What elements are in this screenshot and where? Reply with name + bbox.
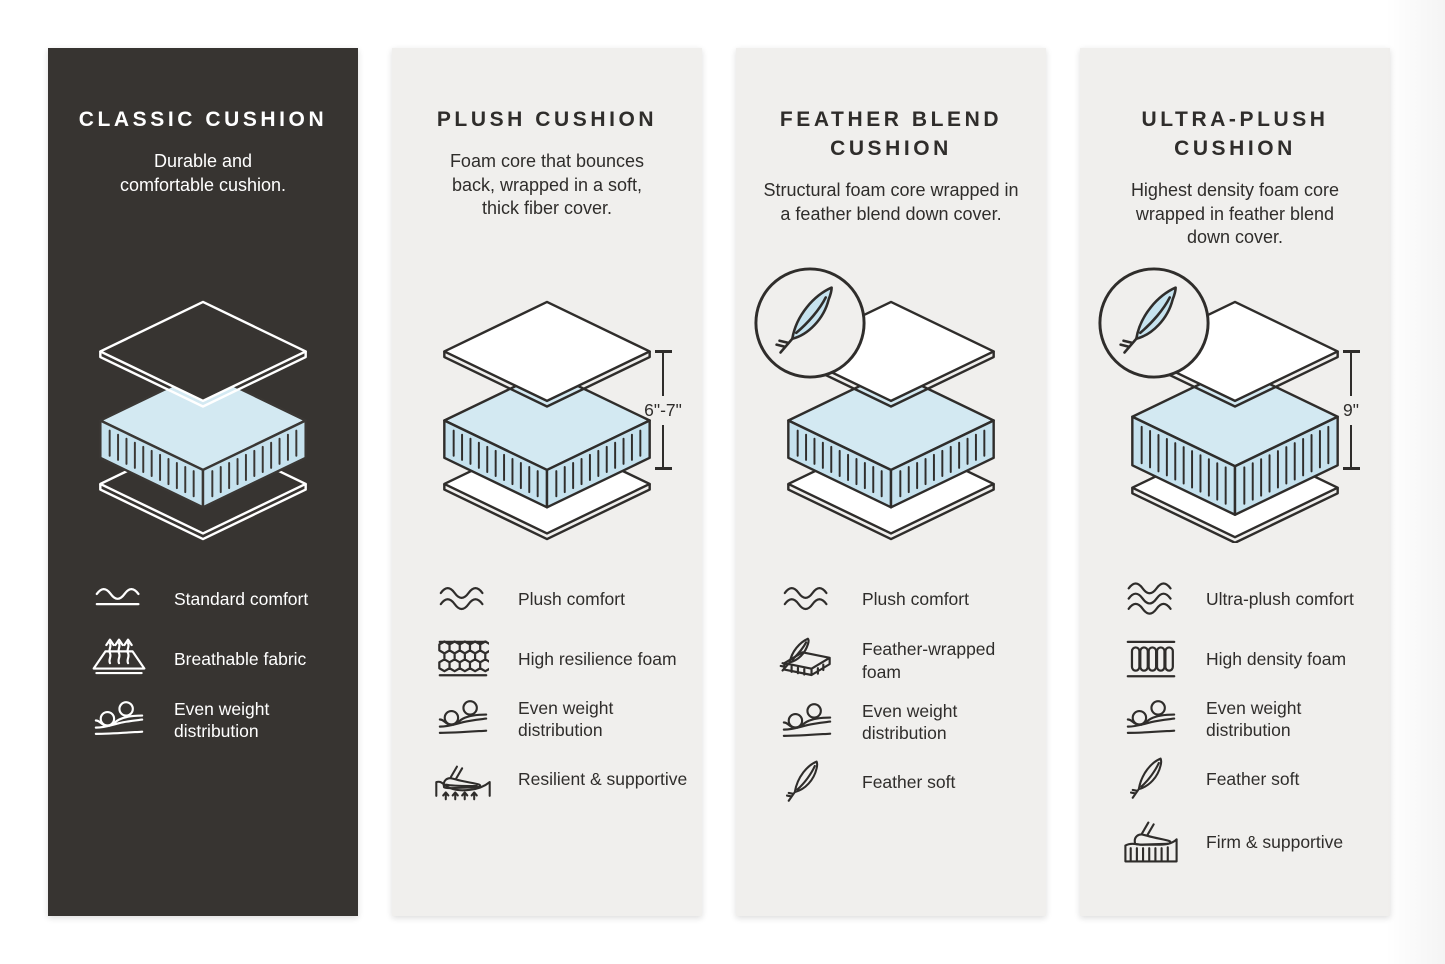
- cushion-layers-graphic: [435, 298, 659, 543]
- feature-list: [88, 576, 346, 757]
- panel-description-line: back, wrapped in a soft,: [451, 174, 643, 195]
- panel-description: [58, 150, 348, 198]
- panel-description-line: wrapped in feather blend: [1135, 203, 1335, 224]
- panel-description-line: Durable and: [153, 150, 253, 171]
- cushion-layers-graphic: [91, 298, 315, 543]
- wave-single-icon: [88, 581, 150, 618]
- honeycomb-foam-icon: [432, 639, 494, 680]
- feature-item: [1120, 636, 1378, 682]
- panel-title: [1102, 106, 1368, 164]
- breathable-fabric-icon: [88, 636, 150, 683]
- feature-label: High density foam: [1206, 648, 1347, 669]
- cushion-illustration: [779, 298, 1003, 543]
- cushion-illustration: [91, 298, 315, 543]
- feature-item: [1120, 696, 1378, 742]
- feature-label: Even weight distribution: [174, 698, 270, 741]
- measurement-line: [662, 353, 665, 396]
- feature-list: [776, 576, 1034, 820]
- panel-description-line: thick fiber cover.: [481, 198, 613, 219]
- feature-item: [432, 696, 690, 742]
- feature-item: [432, 636, 690, 682]
- feature-list: [432, 576, 690, 817]
- measurement-cap-bottom: [655, 467, 672, 470]
- panel-description: [402, 150, 692, 221]
- panel-title-line: ULTRA-PLUSH: [1141, 108, 1329, 131]
- feature-item: [432, 756, 690, 803]
- feature-label: Feather-wrapped foam: [862, 639, 996, 682]
- feature-item: [88, 697, 346, 743]
- panel-title-line: CUSHION: [1174, 136, 1296, 160]
- panel-plush-cushion: [392, 48, 702, 916]
- feature-item: [432, 576, 690, 622]
- feature-item: [1120, 576, 1378, 622]
- feature-label: Feather soft: [1206, 769, 1300, 790]
- panel-description-line: Structural foam core wrapped in: [763, 179, 1019, 200]
- height-measurement: [1323, 350, 1379, 470]
- feature-item: [776, 576, 1034, 622]
- feature-label: Ultra-plush comfort: [1206, 588, 1354, 609]
- panel-row: [48, 48, 1390, 916]
- panel-description-line: comfortable cushion.: [119, 174, 287, 195]
- measurement-line: [662, 425, 665, 468]
- weight-distribution-icon: [432, 699, 494, 740]
- feature-label: Plush comfort: [862, 588, 969, 609]
- feature-label: Even weight distribution: [862, 700, 958, 743]
- panel-description: [1090, 179, 1380, 250]
- wave-double-icon: [776, 581, 838, 618]
- measurement-value: 9": [1343, 399, 1359, 420]
- panel-description-line: Highest density foam core: [1130, 179, 1340, 200]
- panel-title-line: FEATHER BLEND: [779, 108, 1003, 131]
- feature-item: [88, 636, 346, 683]
- measurement-line: [1350, 353, 1353, 396]
- wave-triple-icon: [1120, 579, 1182, 620]
- feather-wrapped-foam-icon: [776, 636, 838, 685]
- feature-label: Plush comfort: [518, 588, 625, 609]
- panel-title-line: CLASSIC CUSHION: [78, 108, 328, 131]
- resilient-supportive-icon: [432, 756, 494, 803]
- feather-badge-icon: [1095, 264, 1213, 382]
- density-foam-icon: [1120, 638, 1182, 681]
- feature-list: [1120, 576, 1378, 881]
- panel-title: [758, 106, 1024, 164]
- panel-description: [746, 179, 1036, 227]
- panel-classic-cushion: [48, 48, 358, 916]
- panel-feather-blend-cushion: [736, 48, 1046, 916]
- wave-double-icon: [432, 581, 494, 618]
- firm-supportive-icon: [1120, 817, 1182, 867]
- feather-icon: [1120, 756, 1182, 803]
- panel-description-line: down cover.: [1186, 227, 1284, 248]
- feature-item: [1120, 756, 1378, 803]
- cushion-illustration: [1123, 298, 1359, 543]
- panel-title-line: PLUSH CUSHION: [436, 108, 658, 131]
- feather-icon: [776, 759, 838, 806]
- feature-label: Feather soft: [862, 772, 956, 793]
- feature-label: Firm & supportive: [1206, 831, 1344, 852]
- feature-label: Breathable fabric: [174, 649, 307, 670]
- panel-ultra-plush-cushion: [1080, 48, 1390, 916]
- panel-description-line: a feather blend down cover.: [780, 203, 1002, 224]
- feature-label: Even weight distribution: [518, 697, 614, 740]
- feature-item: [1120, 817, 1378, 867]
- feather-badge: [1095, 264, 1213, 382]
- feature-item: [88, 576, 346, 622]
- feature-item: [776, 699, 1034, 745]
- feature-label: High resilience foam: [518, 648, 677, 669]
- weight-distribution-icon: [88, 700, 150, 741]
- feather-badge: [751, 264, 869, 382]
- page-edge-shade: [1385, 0, 1445, 964]
- feature-label: Even weight distribution: [1206, 697, 1302, 740]
- measurement-cap-bottom: [1343, 467, 1360, 470]
- weight-distribution-icon: [776, 702, 838, 743]
- measurement-value: 6"-7": [644, 399, 682, 420]
- panel-title: [70, 106, 336, 135]
- weight-distribution-icon: [1120, 699, 1182, 740]
- panel-title: [414, 106, 680, 135]
- feature-label: Resilient & supportive: [518, 769, 688, 790]
- cushion-illustration: [435, 298, 682, 543]
- panel-description-line: Foam core that bounces: [449, 150, 645, 171]
- height-measurement: [635, 350, 691, 470]
- feather-badge-icon: [751, 264, 869, 382]
- feature-item: [776, 636, 1034, 685]
- feature-label: Standard comfort: [174, 588, 309, 609]
- measurement-line: [1350, 425, 1353, 468]
- feature-item: [776, 759, 1034, 806]
- panel-title-line: CUSHION: [830, 136, 952, 160]
